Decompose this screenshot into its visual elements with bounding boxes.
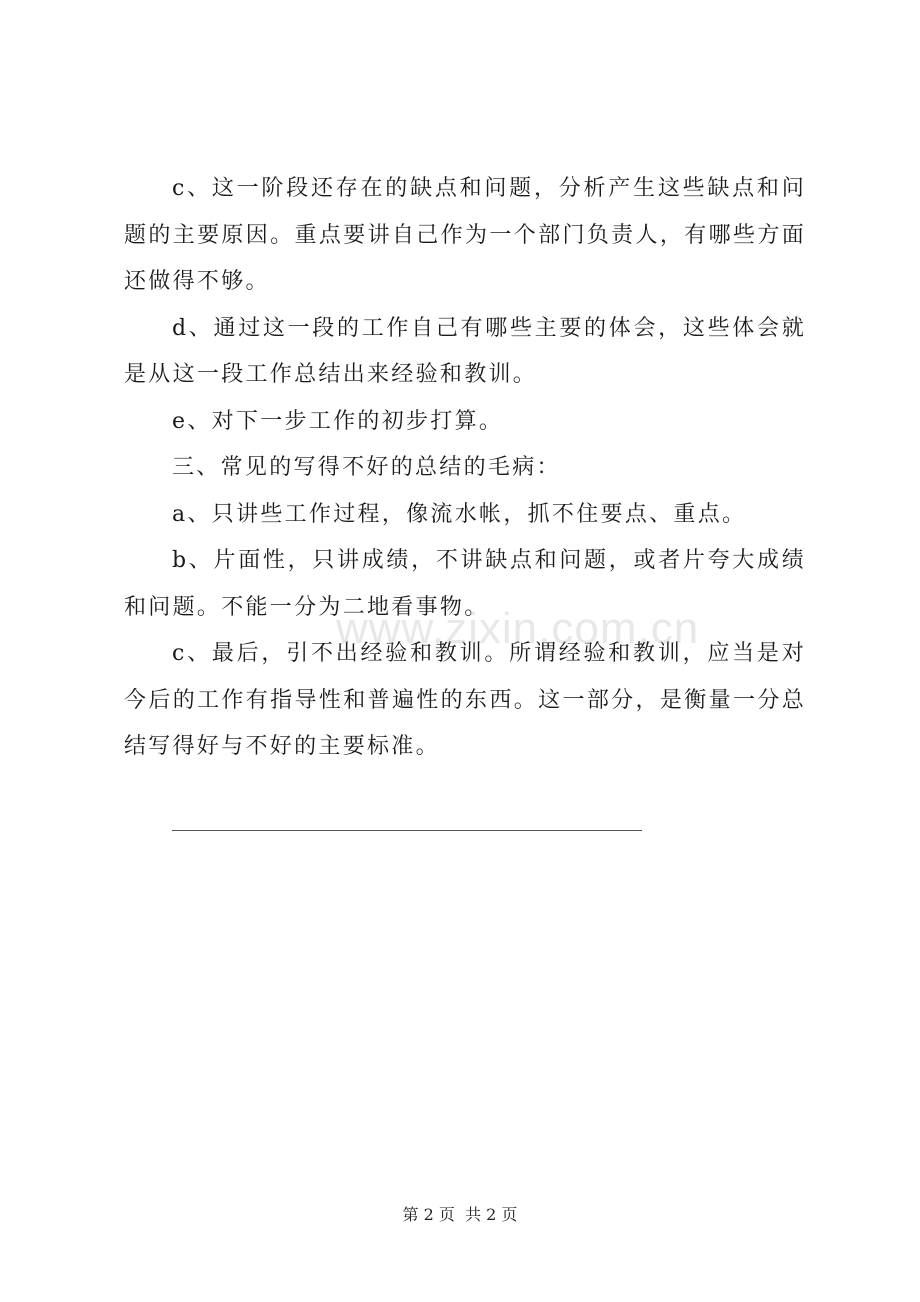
section-heading-common-faults: 三、常见的写得不好的总结的毛病： xyxy=(172,455,561,480)
paragraph-c-no-lessons: c、最后，引不出经验和教训。所谓经验和教训，应当是对今后的工作有指导性和普遍性的东西。这一部分，是衡量一分总结写得好与不好的主要标准。 xyxy=(124,641,806,759)
paragraph-b-one-sided: b、片面性，只讲成绩，不讲缺点和问题，或者片夸大成绩和问题。不能一分为二地看事物。 xyxy=(124,548,806,620)
paragraph-c-shortcomings: c、这一阶段还存在的缺点和问题，分析产生这些缺点和问题的主要原因。重点要讲自己作为一个部门负责人，有哪些方面还做得不够。 xyxy=(124,176,806,294)
page-number-footer: 第 2 页 共 2 页 xyxy=(402,1205,518,1224)
document-body xyxy=(124,166,806,771)
watermark: www.zixin.com.cn xyxy=(336,604,700,653)
paragraph-d-experience: d、通过这一段的工作自己有哪些主要的体会，这些体会就是从这一段工作总结出来经验和教训。 xyxy=(124,315,806,387)
paragraph-e-next-plan: e、对下一步工作的初步打算。 xyxy=(172,408,504,434)
end-divider-line xyxy=(172,830,642,831)
paragraph-a-process-only: a、只讲些工作过程，像流水帐，抓不住要点、重点。 xyxy=(172,501,747,527)
